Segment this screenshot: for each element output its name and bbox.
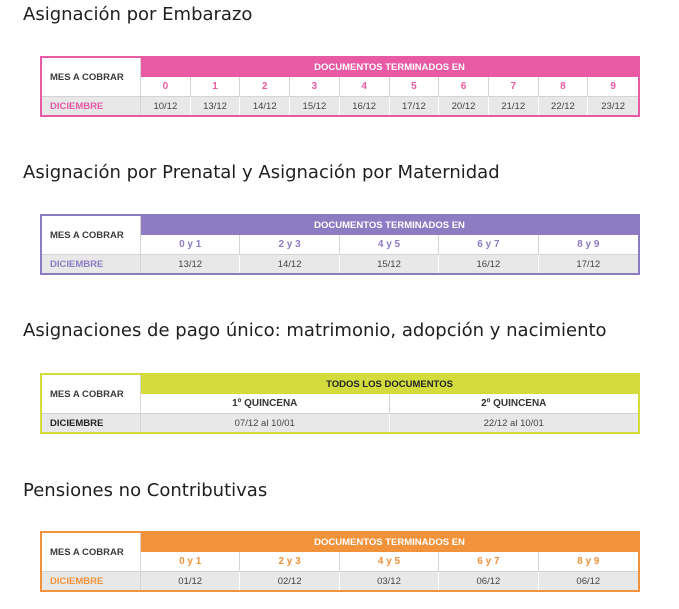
table-header: DOCUMENTOS TERMINADOS EN: [141, 58, 638, 77]
column-header: 8 y 9: [539, 235, 638, 255]
date-cell: 06/12: [439, 572, 538, 590]
date-cell: 13/12: [141, 255, 240, 273]
date-cell: 17/12: [390, 97, 440, 115]
date-cell: 21/12: [489, 97, 539, 115]
date-cell: 23/12: [588, 97, 638, 115]
month-label: DICIEMBRE: [42, 414, 141, 432]
date-cell: 13/12: [191, 97, 241, 115]
date-cell: 22/12 al 10/01: [390, 414, 639, 432]
date-cell: 10/12: [141, 97, 191, 115]
section-title-pensiones: Pensiones no Contributivas: [23, 480, 268, 501]
column-header: 9: [588, 77, 638, 97]
column-header: 7: [489, 77, 539, 97]
table-header: DOCUMENTOS TERMINADOS EN: [141, 533, 638, 552]
column-header: 2: [240, 77, 290, 97]
column-header: 1º QUINCENA: [141, 394, 390, 414]
schedule-table-embarazo: [40, 56, 640, 117]
date-cell: 01/12: [141, 572, 240, 590]
section-title-prenatal-maternidad: Asignación por Prenatal y Asignación por Maternidad: [23, 162, 500, 183]
mes-a-cobrar-label: MES A COBRAR: [42, 375, 141, 414]
column-header: 4: [340, 77, 390, 97]
column-header: 0: [141, 77, 191, 97]
section-title-pago-unico: Asignaciones de pago único: matrimonio, adopción y nacimiento: [23, 320, 607, 341]
schedule-table-prenatal-maternidad: [40, 214, 640, 275]
column-header: 6: [439, 77, 489, 97]
column-header: 2 y 3: [240, 552, 339, 572]
column-header: 4 y 5: [340, 552, 439, 572]
date-cell: 15/12: [290, 97, 340, 115]
column-header: 0 y 1: [141, 552, 240, 572]
date-cell: 17/12: [539, 255, 638, 273]
date-cell: 15/12: [340, 255, 439, 273]
date-cell: 14/12: [240, 97, 290, 115]
column-header: 8: [539, 77, 589, 97]
mes-a-cobrar-label: MES A COBRAR: [42, 216, 141, 255]
month-label: DICIEMBRE: [42, 572, 141, 590]
column-header: 8 y 9: [539, 552, 638, 572]
column-header: 4 y 5: [340, 235, 439, 255]
date-cell: 07/12 al 10/01: [141, 414, 390, 432]
date-cell: 02/12: [240, 572, 339, 590]
column-header: 6 y 7: [439, 235, 538, 255]
column-header: 5: [390, 77, 440, 97]
mes-a-cobrar-label: MES A COBRAR: [42, 58, 141, 97]
date-cell: 06/12: [539, 572, 638, 590]
table-header: DOCUMENTOS TERMINADOS EN: [141, 216, 638, 235]
date-cell: 03/12: [340, 572, 439, 590]
mes-a-cobrar-label: MES A COBRAR: [42, 533, 141, 572]
column-header: 0 y 1: [141, 235, 240, 255]
date-cell: 22/12: [539, 97, 589, 115]
month-label: DICIEMBRE: [42, 97, 141, 115]
date-cell: 16/12: [439, 255, 538, 273]
table-header: TODOS LOS DOCUMENTOS: [141, 375, 638, 394]
column-header: 2º QUINCENA: [390, 394, 639, 414]
column-header: 2 y 3: [240, 235, 339, 255]
date-cell: 20/12: [439, 97, 489, 115]
schedule-table-pago-unico: [40, 373, 640, 434]
date-cell: 14/12: [240, 255, 339, 273]
column-header: 1: [191, 77, 241, 97]
date-cell: 16/12: [340, 97, 390, 115]
section-title-embarazo: Asignación por Embarazo: [23, 4, 253, 25]
schedule-table-pensiones: [40, 531, 640, 592]
column-header: 3: [290, 77, 340, 97]
month-label: DICIEMBRE: [42, 255, 141, 273]
column-header: 6 y 7: [439, 552, 538, 572]
